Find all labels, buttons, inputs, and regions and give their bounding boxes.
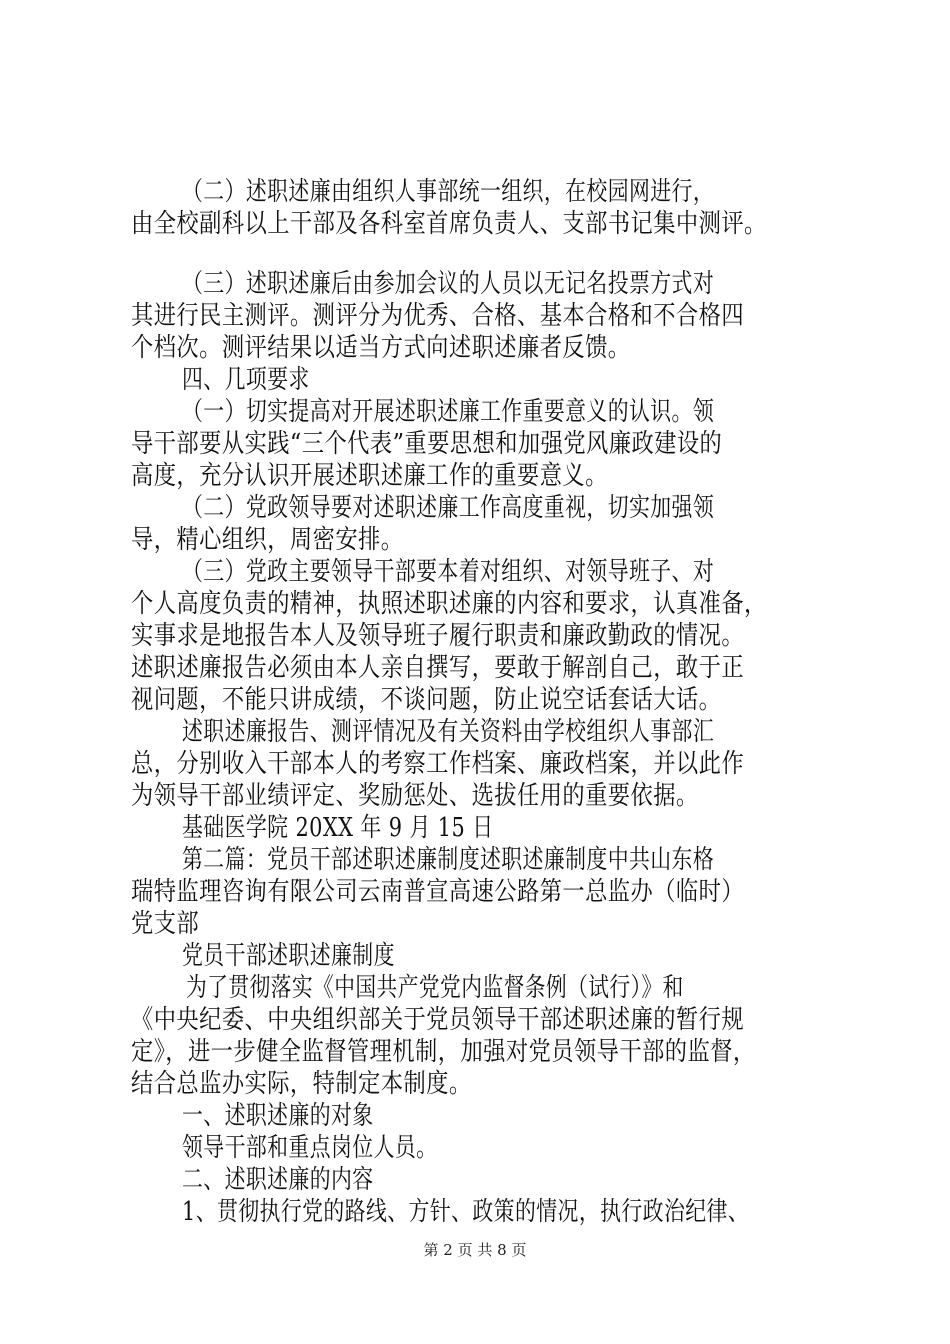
section-heading: 一、述职述廉的对象 bbox=[182, 1101, 374, 1131]
paragraph-line: 1、贯彻执行党的路线、方针、政策的情况，执行政治纪律、 bbox=[182, 1197, 750, 1227]
paragraph-line: （三）党政主要领导干部要本着对组织、对领导班子、对 bbox=[182, 557, 715, 587]
page-footer: 第 2 页 共 8 页 bbox=[423, 1241, 527, 1259]
signature-date: 基础医学院 20XX 年 9 月 15 日 bbox=[182, 813, 494, 843]
chapter-title: 党支部 bbox=[131, 909, 200, 939]
section-heading: 二、述职述廉的内容 bbox=[182, 1165, 374, 1195]
paragraph-line: 《中央纪委、中央组织部关于党员领导干部述职述廉的暂行规 bbox=[131, 1005, 745, 1035]
paragraph-line: 领导干部和重点岗位人员。 bbox=[182, 1133, 438, 1163]
paragraph-line: （一）切实提高对开展述职述廉工作重要意义的认识。领 bbox=[182, 397, 715, 427]
paragraph-line: 结合总监办实际，特制定本制度。 bbox=[131, 1069, 472, 1099]
paragraph-line: 导，精心组织，周密安排。 bbox=[131, 525, 404, 555]
section-heading: 四、几项要求 bbox=[182, 365, 310, 395]
paragraph-line: 高度，充分认识开展述职述廉工作的重要意义。 bbox=[131, 461, 608, 491]
paragraph-line: （三）述职述廉后由参加会议的人员以无记名投票方式对 bbox=[182, 269, 715, 299]
paragraph-line: 个人高度负责的精神，执照述职述廉的内容和要求，认真准备， bbox=[131, 589, 767, 619]
paragraph-line: （二）党政领导要对述职述廉工作高度重视，切实加强领 bbox=[182, 493, 715, 523]
paragraph-line: 为了贯彻落实《中国共产党党内监督条例（试行）》和 bbox=[186, 973, 684, 1003]
paragraph-line: 总，分别收入干部本人的考察工作档案、廉政档案，并以此作 bbox=[131, 749, 745, 779]
paragraph-line: 由全校副科以上干部及各科室首席负责人、支部书记集中测评。 bbox=[131, 209, 767, 239]
paragraph-line: 其进行民主测评。测评分为优秀、合格、基本合格和不合格四 bbox=[131, 301, 745, 331]
paragraph-line: 实事求是地报告本人及领导班子履行职责和廉政勤政的情况。 bbox=[131, 621, 745, 651]
chapter-title: 第二篇：党员干部述职述廉制度述职述廉制度中共山东格 bbox=[182, 845, 715, 875]
paragraph-line: （二）述职述廉由组织人事部统一组织，在校园网进行， bbox=[182, 177, 715, 207]
paragraph-line: 视问题，不能只讲成绩，不谈问题，防止说空话套话大话。 bbox=[131, 685, 722, 715]
paragraph-line: 述职述廉报告、测评情况及有关资料由学校组织人事部汇 bbox=[182, 717, 715, 747]
paragraph-line: 定》，进一步健全监督管理机制，加强对党员领导干部的监督， bbox=[131, 1037, 756, 1067]
chapter-title: 瑞特监理咨询有限公司云南普宣高速公路第一总监办（临时） bbox=[131, 877, 745, 907]
paragraph-line: 个档次。测评结果以适当方式向述职述廉者反馈。 bbox=[131, 333, 631, 363]
paragraph-line: 述职述廉报告必须由本人亲自撰写，要敢于解剖自己，敢于正 bbox=[131, 653, 745, 683]
paragraph-line: 为领导干部业绩评定、奖励惩处、选拔任用的重要依据。 bbox=[131, 781, 699, 811]
paragraph-line: 导干部要从实践“三个代表”重要思想和加强党风廉政建设的 bbox=[131, 429, 723, 459]
document-title: 党员干部述职述廉制度 bbox=[182, 941, 395, 971]
